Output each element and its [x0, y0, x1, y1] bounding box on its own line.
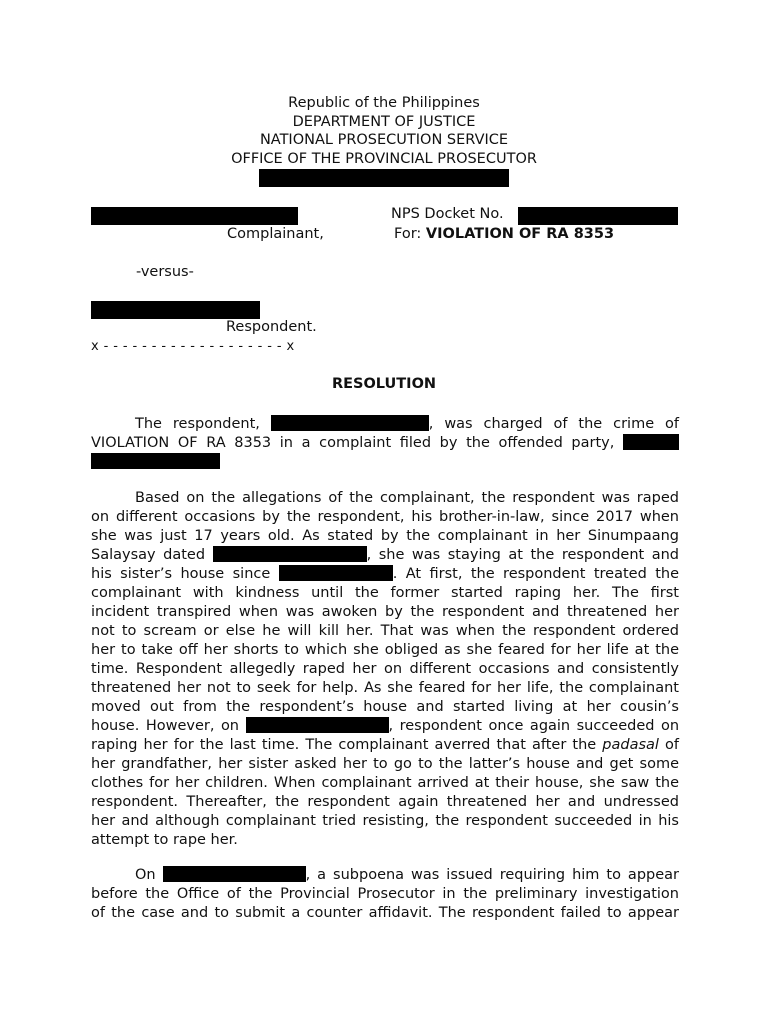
- paragraph-line: On , a subpoena was issued requiring him to appear: [135, 867, 679, 883]
- paragraph-line: time. Respondent allegedly raped her on different occasions and consistently: [91, 661, 679, 677]
- paragraph-3: [91, 866, 679, 923]
- paragraph-line: complainant with kindness until the former started raping her. The first: [91, 585, 679, 601]
- charge-text: VIOLATION OF RA 8353: [425, 226, 615, 242]
- resolution-title: RESOLUTION: [331, 376, 437, 392]
- paragraph-line: clothes for her children. When complainant arrived at their house, she saw the: [91, 775, 679, 791]
- paragraph-line: attempt to rape her.: [91, 832, 238, 848]
- paragraph-line: she was just 17 years old. As stated by the complainant in her Sinumpaang: [91, 528, 679, 544]
- paragraph-line: not to scream or else he will kill her. That was when the respondent ordered: [91, 623, 679, 639]
- paragraph-line: The respondent, , was charged of the crime of: [135, 416, 680, 432]
- paragraph-line: raping her for the last time. The complainant averred that after the padasal of: [91, 737, 680, 753]
- charge-line: [394, 226, 614, 242]
- header-line-office: OFFICE OF THE PROVINCIAL PROSECUTOR: [231, 150, 537, 167]
- paragraph-1: [91, 415, 679, 472]
- paragraph-line: her grandfather, her sister asked her to go to the latter’s house and get some: [91, 756, 679, 772]
- header-line-republic: Republic of the Philippines: [288, 95, 480, 111]
- redaction-docket-number: [518, 207, 678, 225]
- respondent-label: Respondent.: [226, 319, 317, 335]
- versus-label: -versus-: [136, 264, 194, 280]
- for-label: For:: [394, 226, 422, 242]
- paragraph-line: [91, 453, 679, 472]
- redaction-offended-party: [623, 434, 679, 450]
- header-line-department: DEPARTMENT OF JUSTICE: [292, 113, 476, 130]
- header-line-service: NATIONAL PROSECUTION SERVICE: [259, 132, 509, 148]
- paragraph-line: moved out from the respondent’s house and started living at her cousin’s: [91, 699, 679, 715]
- paragraph-line: of the case and to submit a counter affidavit. The respondent failed to appear: [91, 905, 679, 921]
- redaction-office-location: [259, 169, 509, 187]
- redaction-offended-party-cont: [91, 453, 220, 469]
- paragraph-line: respondent. Thereafter, the respondent again threatened her and undressed: [91, 794, 679, 810]
- paragraph-line: VIOLATION OF RA 8353 in a complaint filed by the offended party,: [91, 434, 679, 453]
- paragraph-line: Salaysay dated , she was staying at the respondent and: [91, 547, 680, 563]
- letterhead: [0, 94, 768, 168]
- paragraph-line: Based on the allegations of the complainant, the respondent was raped: [135, 490, 679, 506]
- redaction-subpoena-date: [163, 866, 306, 882]
- redaction-incident-date: [246, 717, 389, 733]
- docket-label: NPS Docket No.: [391, 206, 504, 222]
- redaction-complainant-name: [91, 207, 298, 225]
- redaction-salaysay-date: [213, 546, 367, 562]
- paragraph-line: her to take off her shorts to which she obliged as she feared for her life at the: [91, 642, 679, 658]
- paragraph-line: threatened her not to seek for help. As she feared for her life, the complainant: [91, 680, 679, 696]
- redaction-since-date: [279, 565, 393, 581]
- paragraph-line: on different occasions by the respondent, his brother-in-law, since 2017 when: [91, 509, 679, 525]
- paragraph-line: house. However, on , respondent once again succeeded on: [91, 718, 680, 734]
- caption-separator: x - - - - - - - - - - - - - - - - - - - x: [91, 339, 295, 354]
- paragraph-line: before the Office of the Provincial Prosecutor in the preliminary investigation: [91, 886, 679, 902]
- paragraph-line: his sister’s house since . At first, the respondent treated the: [91, 566, 679, 582]
- paragraph-line: her and although complainant tried resisting, the respondent succeeded in his: [91, 813, 679, 829]
- paragraph-line: incident transpired when was awoken by the respondent and threatened her: [91, 604, 679, 620]
- complainant-label: Complainant,: [227, 226, 324, 242]
- paragraph-2: [91, 489, 679, 850]
- redaction-respondent-name-inline: [271, 415, 429, 431]
- redaction-respondent-name: [91, 301, 260, 319]
